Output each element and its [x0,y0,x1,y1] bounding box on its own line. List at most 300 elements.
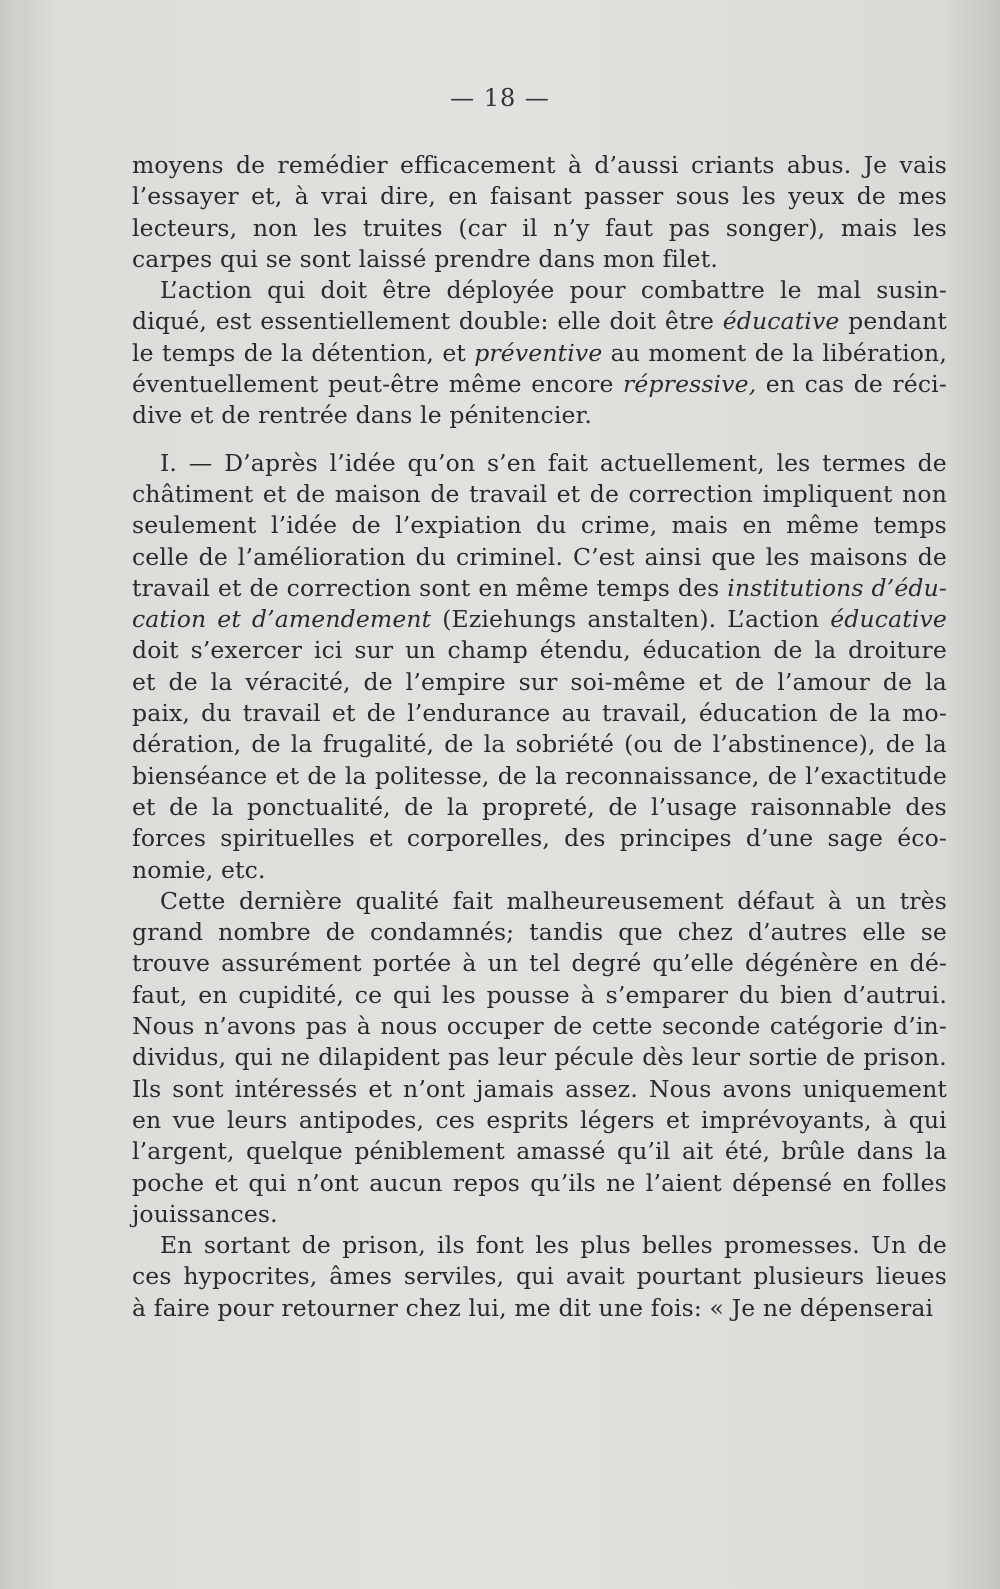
text-line [132,761,947,792]
word: des [677,573,720,602]
word: et [217,605,241,634]
word: dernière [238,886,343,915]
word: dans [856,1137,914,1166]
word: prison. [863,1043,947,1072]
word: anstalten). [587,605,717,634]
word: les [765,542,800,571]
word: qui [392,980,432,1009]
word: libération, [822,338,947,367]
word: intéressés [234,1074,358,1103]
section-gap [132,432,947,448]
word: dération, [132,730,242,759]
word: au [561,699,591,728]
word: à [294,182,309,211]
word: ponctualité, [247,792,391,821]
word: essentiellement [260,307,451,336]
word: seulement [132,511,257,540]
word: d’aussi [594,151,679,179]
word: forces [132,824,207,853]
word: diqué, [132,307,208,336]
word: d’autres [747,918,848,947]
word: maison [334,479,421,508]
word: n’avons [203,1012,297,1041]
word: quelque [246,1137,343,1166]
word: non [902,479,947,508]
word: sont [419,573,471,602]
word: de [363,667,393,696]
word: chez [677,918,733,947]
word: pousse [486,980,570,1009]
word: n’y [553,213,590,242]
text-line [132,855,947,886]
word: la [210,667,233,696]
word: de [404,792,434,821]
word: seconde [662,1012,761,1041]
word: la [869,699,892,728]
word: éducation [642,636,762,665]
text-line [132,1168,947,1199]
word: qu’on [407,448,476,477]
word: le [780,276,802,305]
word: ne [606,1168,636,1197]
word: dépenserai [799,1293,934,1322]
word: pendant [848,307,947,336]
word: qui [908,1105,947,1134]
word: leur [691,1043,741,1072]
word: doit [609,307,657,336]
word: les [441,980,476,1009]
word: moment [648,338,747,367]
word: abus. [786,151,852,179]
word: pour [217,1293,282,1322]
word: être [382,276,432,305]
word: de [673,730,703,759]
word: défaut [737,886,815,915]
word: catégorie [769,1012,884,1041]
word: d’une [745,824,814,853]
word: ait [681,1137,714,1166]
word: pourtant [636,1262,742,1291]
word: la [925,667,947,696]
word: rentrée [258,401,356,430]
word: de [497,761,527,790]
word: de [735,667,765,696]
word: âmes [329,1262,393,1291]
word: pas [305,1012,348,1041]
word: à [462,949,477,978]
word: s’exercer [190,636,303,665]
word: remédier [277,151,388,179]
text-line [132,213,947,244]
word: et [214,1168,239,1197]
word: les [742,182,776,211]
word: trouve [132,949,211,978]
word: la [211,792,234,821]
word: de [882,667,913,696]
word: paix, [132,699,191,728]
text-line [132,698,947,729]
word: maisons [809,542,908,571]
word: l’idée [329,448,396,477]
word: brûle [781,1137,846,1166]
word: esprits [486,1105,569,1134]
word: de [444,730,474,759]
word: travail [242,699,321,728]
text-line [132,244,947,275]
word: yeux [788,182,845,211]
word: plusieurs [753,1262,865,1291]
word: l’empire [405,667,506,696]
text-line [132,823,947,854]
word: pas [448,1043,490,1072]
word: de [301,1231,331,1260]
word: que [618,918,663,947]
word: d’édu- [871,573,947,602]
word: uniquement [802,1074,947,1103]
word: de [198,542,228,571]
word: la [814,636,837,665]
word: occuper [446,1012,544,1041]
word: (Eziehungs [442,605,577,634]
word: en [869,949,899,978]
word: de [589,479,620,508]
text-line [132,792,947,823]
word: I. [160,448,178,477]
word: l’usage [651,792,738,821]
word: en [448,182,478,211]
word: faut, [132,980,188,1009]
word: lieues [876,1262,947,1291]
word: degré [571,949,642,978]
text-line [132,369,947,400]
word: plus [580,1231,631,1260]
word: crime, [580,511,658,540]
text-line [132,1011,947,1042]
word: un [405,636,436,665]
word: étendu, [539,636,631,665]
word: préventive [474,338,603,367]
word: de [856,182,886,211]
word: il [522,213,538,242]
word: la [925,730,947,759]
word: de [825,1043,856,1072]
word: de [828,699,859,728]
word: le [132,338,154,367]
text-line [132,275,947,306]
word: Nous [132,1012,195,1041]
word: un [855,886,887,915]
word: qui [267,276,306,305]
word: dividus, [132,1043,227,1072]
word: n’ont [296,1168,359,1197]
word: mais [840,213,898,242]
word: dé- [909,949,947,978]
text-line [132,1105,947,1136]
word: sur [354,636,394,665]
word: spirituelles [220,824,355,853]
word: de [430,479,460,508]
word: qu’elle [652,949,734,978]
word: bienséance [132,761,268,790]
word: la [483,730,506,759]
word: temps [162,338,236,367]
word: en [132,1105,162,1134]
word: moyens [132,151,224,179]
text-line [132,667,947,698]
word: folles [882,1168,947,1197]
word: et [331,699,356,728]
word: ils [437,1231,465,1260]
word: font [475,1231,524,1260]
word: politesse, [374,761,490,790]
word: cette [591,1012,653,1041]
word: jamais [476,1074,555,1103]
word: à [580,980,595,1009]
word: l’aient [645,1168,722,1197]
word: dire, [380,182,436,211]
word: dans [355,401,421,430]
word: la [792,338,815,367]
word: et [189,401,222,430]
word: portée [372,949,452,978]
word: en [478,573,508,602]
word: les [913,213,947,242]
word: frugalité, [322,730,435,759]
word: de [243,338,274,367]
word: l’expiation [395,511,522,540]
word: même [786,511,860,540]
word: de [885,730,915,759]
text-line [132,338,947,369]
word: carpes [132,244,220,273]
word: bien [780,980,833,1009]
word: légers [580,1105,655,1134]
word: chez [405,1293,469,1322]
word: l’amélioration [237,542,406,571]
word: truites [362,213,443,242]
word: prendre [434,244,539,273]
word: se [265,244,300,273]
word: péniblement [354,1137,505,1166]
word: à [883,1105,898,1134]
word: mo- [902,699,947,728]
word: les [776,448,811,477]
word: faut [605,213,654,242]
word: et [132,792,156,821]
word: d’in- [893,1012,947,1041]
word: termes [822,448,906,477]
word: et [262,479,287,508]
word: de [351,511,381,540]
word: ces [132,1262,172,1291]
word: nomie, [132,855,221,884]
word: propreté, [482,792,595,821]
word: ce [354,980,383,1009]
word: déployée [446,276,555,305]
word: qui [515,1262,555,1291]
word: l’exactitude [805,761,947,790]
text-line [132,917,947,948]
word: être [664,307,714,336]
word: belles [642,1231,713,1260]
word: dépensé [732,1168,833,1197]
word: pénitencier. [449,401,592,430]
word: et [556,479,581,508]
word: jouissances. [132,1199,278,1228]
word: de [168,667,198,696]
word: « [709,1293,732,1322]
word: institutions [727,573,864,602]
word: des [564,824,606,853]
word: vais [899,151,947,179]
word: etc. [220,855,266,884]
word: travail, [602,699,688,728]
word: de [235,151,266,179]
word: l’abstinence), [712,730,876,759]
word: sobriété [515,730,615,759]
word: et [275,761,300,790]
word: cation [132,605,207,634]
word: grand [132,918,204,947]
text-line [132,400,947,431]
text-line [132,1199,947,1230]
word: antipodes, [298,1105,425,1134]
word: vrai [321,182,368,211]
word: la [344,761,367,790]
word: été, [724,1137,771,1166]
word: pas [668,213,711,242]
word: faire [153,1293,218,1322]
word: éco- [897,824,947,853]
word: au [610,338,641,367]
word: leurs [226,1105,288,1134]
word: la [535,761,558,790]
word: de [221,401,259,430]
word: en [765,370,796,399]
word: fait [547,448,589,477]
word: vue [172,1105,216,1134]
word: l’endurance [407,699,551,728]
word: qu’ils [530,1168,596,1197]
word: poche [132,1168,205,1197]
word: mes [898,182,947,211]
text-line [132,948,947,979]
word: L’action [727,605,820,634]
word: à [567,151,583,179]
word: elle [557,307,601,336]
word: de [917,448,947,477]
text-line [132,1230,947,1261]
word: Un [871,1231,907,1260]
word: la [446,792,469,821]
word: et, [251,182,283,211]
word: passer [584,182,664,211]
word: dès [642,1043,684,1072]
word: de [366,699,396,728]
word: soi-même [570,667,686,696]
word: me [514,1293,559,1322]
word: l’amour [777,667,871,696]
word: qui [234,1043,273,1072]
word: leur [497,1043,547,1072]
word: de [325,918,356,947]
word: impliquent [762,479,893,508]
word: peut-être [327,370,440,399]
word: droiture [848,636,947,665]
word: promesses. [724,1231,860,1260]
text-line [132,448,947,479]
word: sage [827,824,884,853]
word: Je [731,1293,763,1322]
word: doit [320,276,368,305]
word: les [313,213,348,242]
word: la [281,338,304,367]
word: actuellement, [599,448,765,477]
word: combattre [640,276,765,305]
word: et [369,824,393,853]
word: de [917,542,947,571]
word: même [448,370,522,399]
word: avait [565,1262,625,1291]
word: dans [538,244,603,273]
word: un [487,949,519,978]
word: Nous [648,1074,712,1103]
word: et [442,338,466,367]
text-line [132,1293,947,1324]
word: repos [452,1168,520,1197]
word: raisonnable [750,792,892,821]
word: avons [722,1074,792,1103]
word: correction [628,479,754,508]
word: de [917,1231,947,1260]
word: amassé [516,1137,606,1166]
word: malheureusement [506,886,724,915]
text-line [132,729,947,760]
word: prison, [342,1231,426,1260]
word: dive [132,401,190,430]
page-number: — 18 — [450,84,550,112]
word: du [201,699,232,728]
word: cupidité, [238,980,345,1009]
text-line [132,542,947,573]
word: très [899,886,947,915]
word: les [535,1231,570,1260]
word: éducative [722,307,840,336]
word: celle [132,542,189,571]
word: de [249,573,279,602]
word: sur [518,667,558,696]
text-line [132,1074,947,1105]
word: l’essayer [132,182,239,211]
word: du [738,980,770,1009]
word: tel [529,949,561,978]
word: assez. [565,1074,638,1103]
word: que [711,542,756,571]
word: double: [458,307,549,336]
word: dilapident [318,1043,440,1072]
word: filet. [662,244,718,273]
word: est [215,307,252,336]
word: susin- [876,276,947,305]
text-line [132,150,947,181]
word: champ [447,636,528,665]
word: de [773,636,803,665]
word: non [252,213,298,242]
word: Je [863,151,888,179]
word: de [608,792,638,821]
word: et [698,667,723,696]
word: d’amendement [251,605,432,634]
